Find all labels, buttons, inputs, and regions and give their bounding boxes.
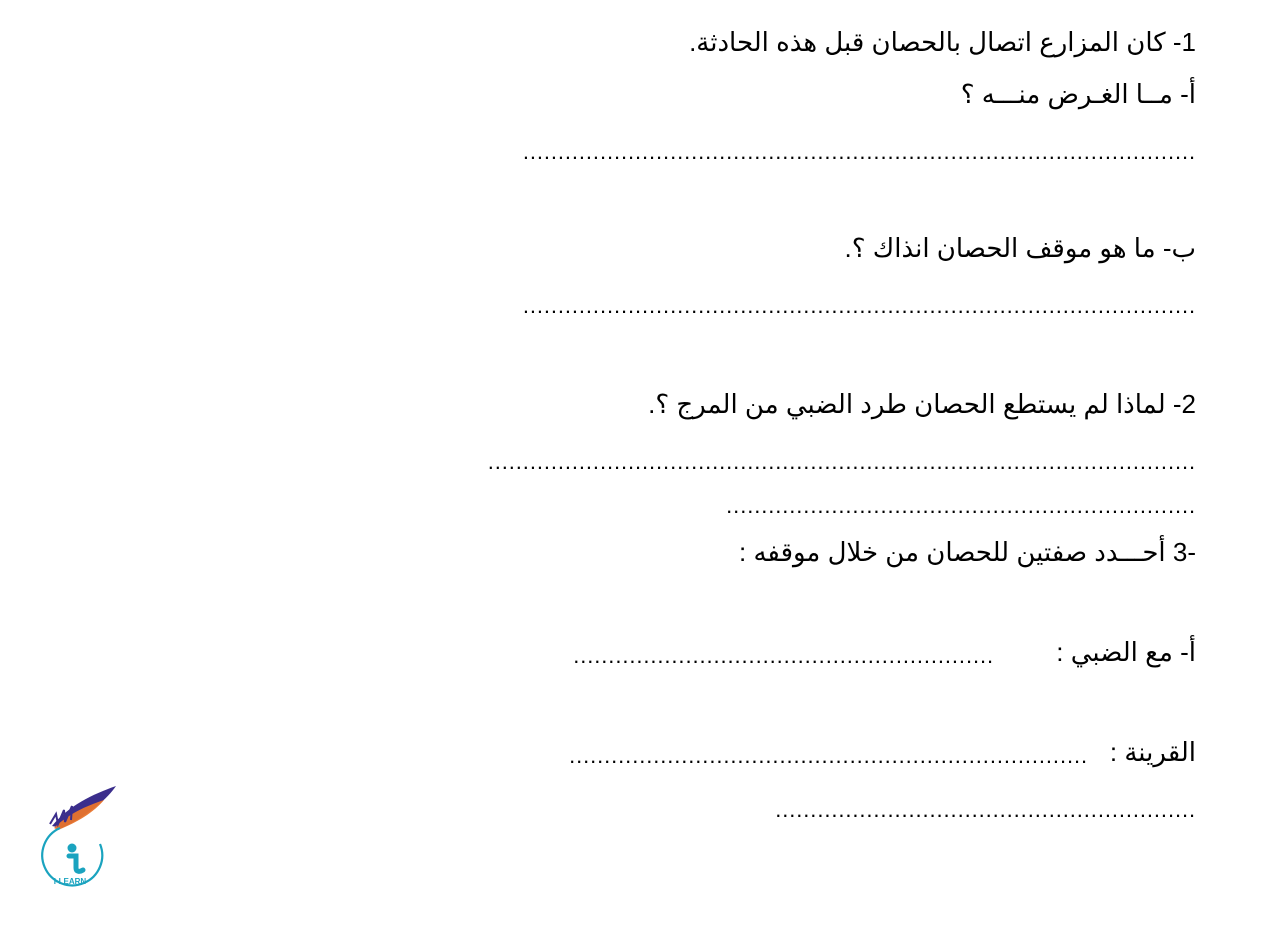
logo-text: I-LEARN (53, 877, 87, 886)
i-learn-logo (38, 784, 120, 890)
question-1b-answer-line[interactable]: ................................................................................................ (522, 294, 1196, 318)
question-1b-prompt: ب- ما هو موقف الحصان انذاك ؟. (844, 233, 1196, 263)
question-1-title: 1- كان المزارع اتصال بالحصان قبل هذه الحادثة. (689, 27, 1196, 57)
question-2-answer-line-1[interactable]: ..................................................................................................... (487, 450, 1196, 474)
evidence-prompt: القرينة : (1109, 737, 1196, 767)
question-2-answer-line-2[interactable]: ................................................................... (726, 494, 1196, 518)
question-3a-prompt: أ- مع الضبي : (1056, 637, 1196, 667)
evidence-answer-line-2[interactable]: ............................................................ (775, 798, 1196, 822)
evidence-answer-line-1[interactable]: .......................................................................... (569, 744, 1088, 768)
question-1a-answer-line[interactable]: ................................................................................................ (522, 140, 1196, 164)
question-2-title: 2- لماذا لم يستطع الحصان طرد الضبي من المرج ؟. (648, 389, 1196, 419)
question-3a-answer-line[interactable]: ............................................................ (573, 644, 994, 668)
question-1a-prompt: أ- مــا الغـرض منـــه ؟ (960, 79, 1196, 109)
question-3-title: -3 أحـــدد صفتين للحصان من خلال موقفه : (739, 537, 1196, 567)
feather-icon (50, 786, 116, 830)
